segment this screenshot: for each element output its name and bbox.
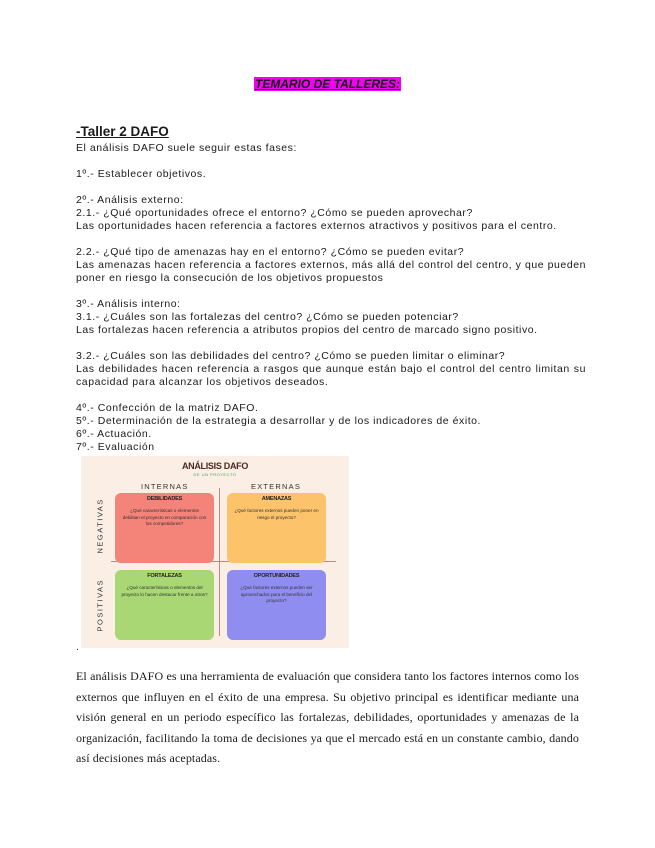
oportunidades-text: ¿Qué factores externos pueden ser aprovechados para el beneficio del proyecto? — [240, 585, 313, 603]
section-heading: -Taller 2 DAFO — [76, 124, 169, 139]
fortalezas-text: ¿Qué características o elementos del proyecto lo hacen destacar frente a otros? — [121, 585, 208, 597]
phase-3-2-answer-line2: capacidad para alcanzar los objetivos deseados. — [76, 376, 329, 388]
phases-list — [76, 142, 586, 454]
phase-2-1-answer: Las oportunidades hacen referencia a factores externos atractivos y positivos para el centro. — [76, 220, 557, 232]
dafo-vertical-divider — [219, 488, 220, 636]
col-label-externas: EXTERNAS — [251, 482, 302, 491]
phase-2-2-question: 2.2.- ¿Qué tipo de amenazas hay en el entorno? ¿Cómo se pueden evitar? — [76, 246, 465, 258]
debilidades-title: DEBILIDADES — [146, 496, 183, 502]
phase-2-1-question: 2.1.- ¿Qué oportunidades ofrece el entorno? ¿Cómo se pueden aprovechar? — [76, 207, 473, 219]
phase-5: 5º.- Determinación de la estrategia a desarrollar y de los indicadores de éxito. — [76, 415, 482, 427]
phase-3-2-answer-line1: Las debilidades hacen referencia a rasgos que aunque están bajo el control del centro limitan su — [76, 363, 586, 375]
row-label-positivas: POSITIVAS — [95, 578, 105, 632]
amenazas-title: AMENAZAS — [261, 496, 292, 502]
col-label-internas: INTERNAS — [141, 482, 189, 491]
debilidades-text: ¿Qué características o elementos debilitan el proyecto en comparación con los competidores? — [122, 508, 207, 526]
fortalezas-title: FORTALEZAS — [147, 573, 182, 579]
phase-4: 4º.- Confección de la matriz DAFO. — [76, 402, 259, 414]
oportunidades-title: OPORTUNIDADES — [253, 573, 300, 579]
phase-3-title: 3º.- Análisis interno: — [76, 298, 181, 310]
oportunidades-box — [227, 570, 326, 640]
amenazas-text: ¿Qué factores externos pueden poner en riesgo el proyecto? — [234, 508, 319, 520]
phase-6: 6º.- Actuación. — [76, 428, 152, 440]
dafo-image-title: ANÁLISIS DAFO — [181, 461, 249, 471]
dafo-image-subtitle: DE UN PROYECTO — [193, 472, 237, 477]
document-title-text: TEMARIO DE TALLERES: — [254, 77, 401, 91]
phase-3-1-question: 3.1.- ¿Cuáles son las fortalezas del centro? ¿Cómo se pueden potenciar? — [76, 311, 459, 323]
amenazas-box — [227, 493, 326, 563]
phase-1: 1º.- Establecer objetivos. — [76, 168, 207, 180]
row-label-negativas: NEGATIVAS — [95, 498, 105, 554]
fortalezas-box — [115, 570, 214, 640]
phase-2-title: 2º.- Análisis externo: — [76, 194, 184, 206]
phase-2-2-answer-line2: poner en riesgo la consecución de los objetivos propuestos — [76, 272, 384, 284]
document-title — [0, 77, 655, 91]
phase-3-1-answer: Las fortalezas hacen referencia a atributos propios del centro de marcado signo positivo. — [76, 324, 538, 336]
closing-paragraph: El análisis DAFO es una herramienta de evaluación que considera tanto los factores internos como los externos que influyen en el éxito de una empresa. Su objetivo principal es identificar mediante una visión general en un periodo específico las fortalezas, debilidades, oportunidades y amenazas de la organización, facilitando la toma de decisiones ya que el mercado está en un constante cambio, dando así decisiones más aceptadas. — [76, 669, 579, 765]
phase-7: 7º.- Evaluación — [76, 441, 155, 453]
phase-3-2-question: 3.2.- ¿Cuáles son las debilidades del centro? ¿Cómo se pueden limitar o eliminar? — [76, 350, 506, 362]
separator-dot: . — [76, 642, 79, 653]
intro-line: El análisis DAFO suele seguir estas fases: — [76, 142, 297, 154]
dafo-matrix-image — [81, 456, 349, 648]
phase-2-2-answer-line1: Las amenazas hacen referencia a factores externos, más allá del control del centro, y que pueden — [76, 259, 586, 271]
debilidades-box — [115, 493, 214, 563]
